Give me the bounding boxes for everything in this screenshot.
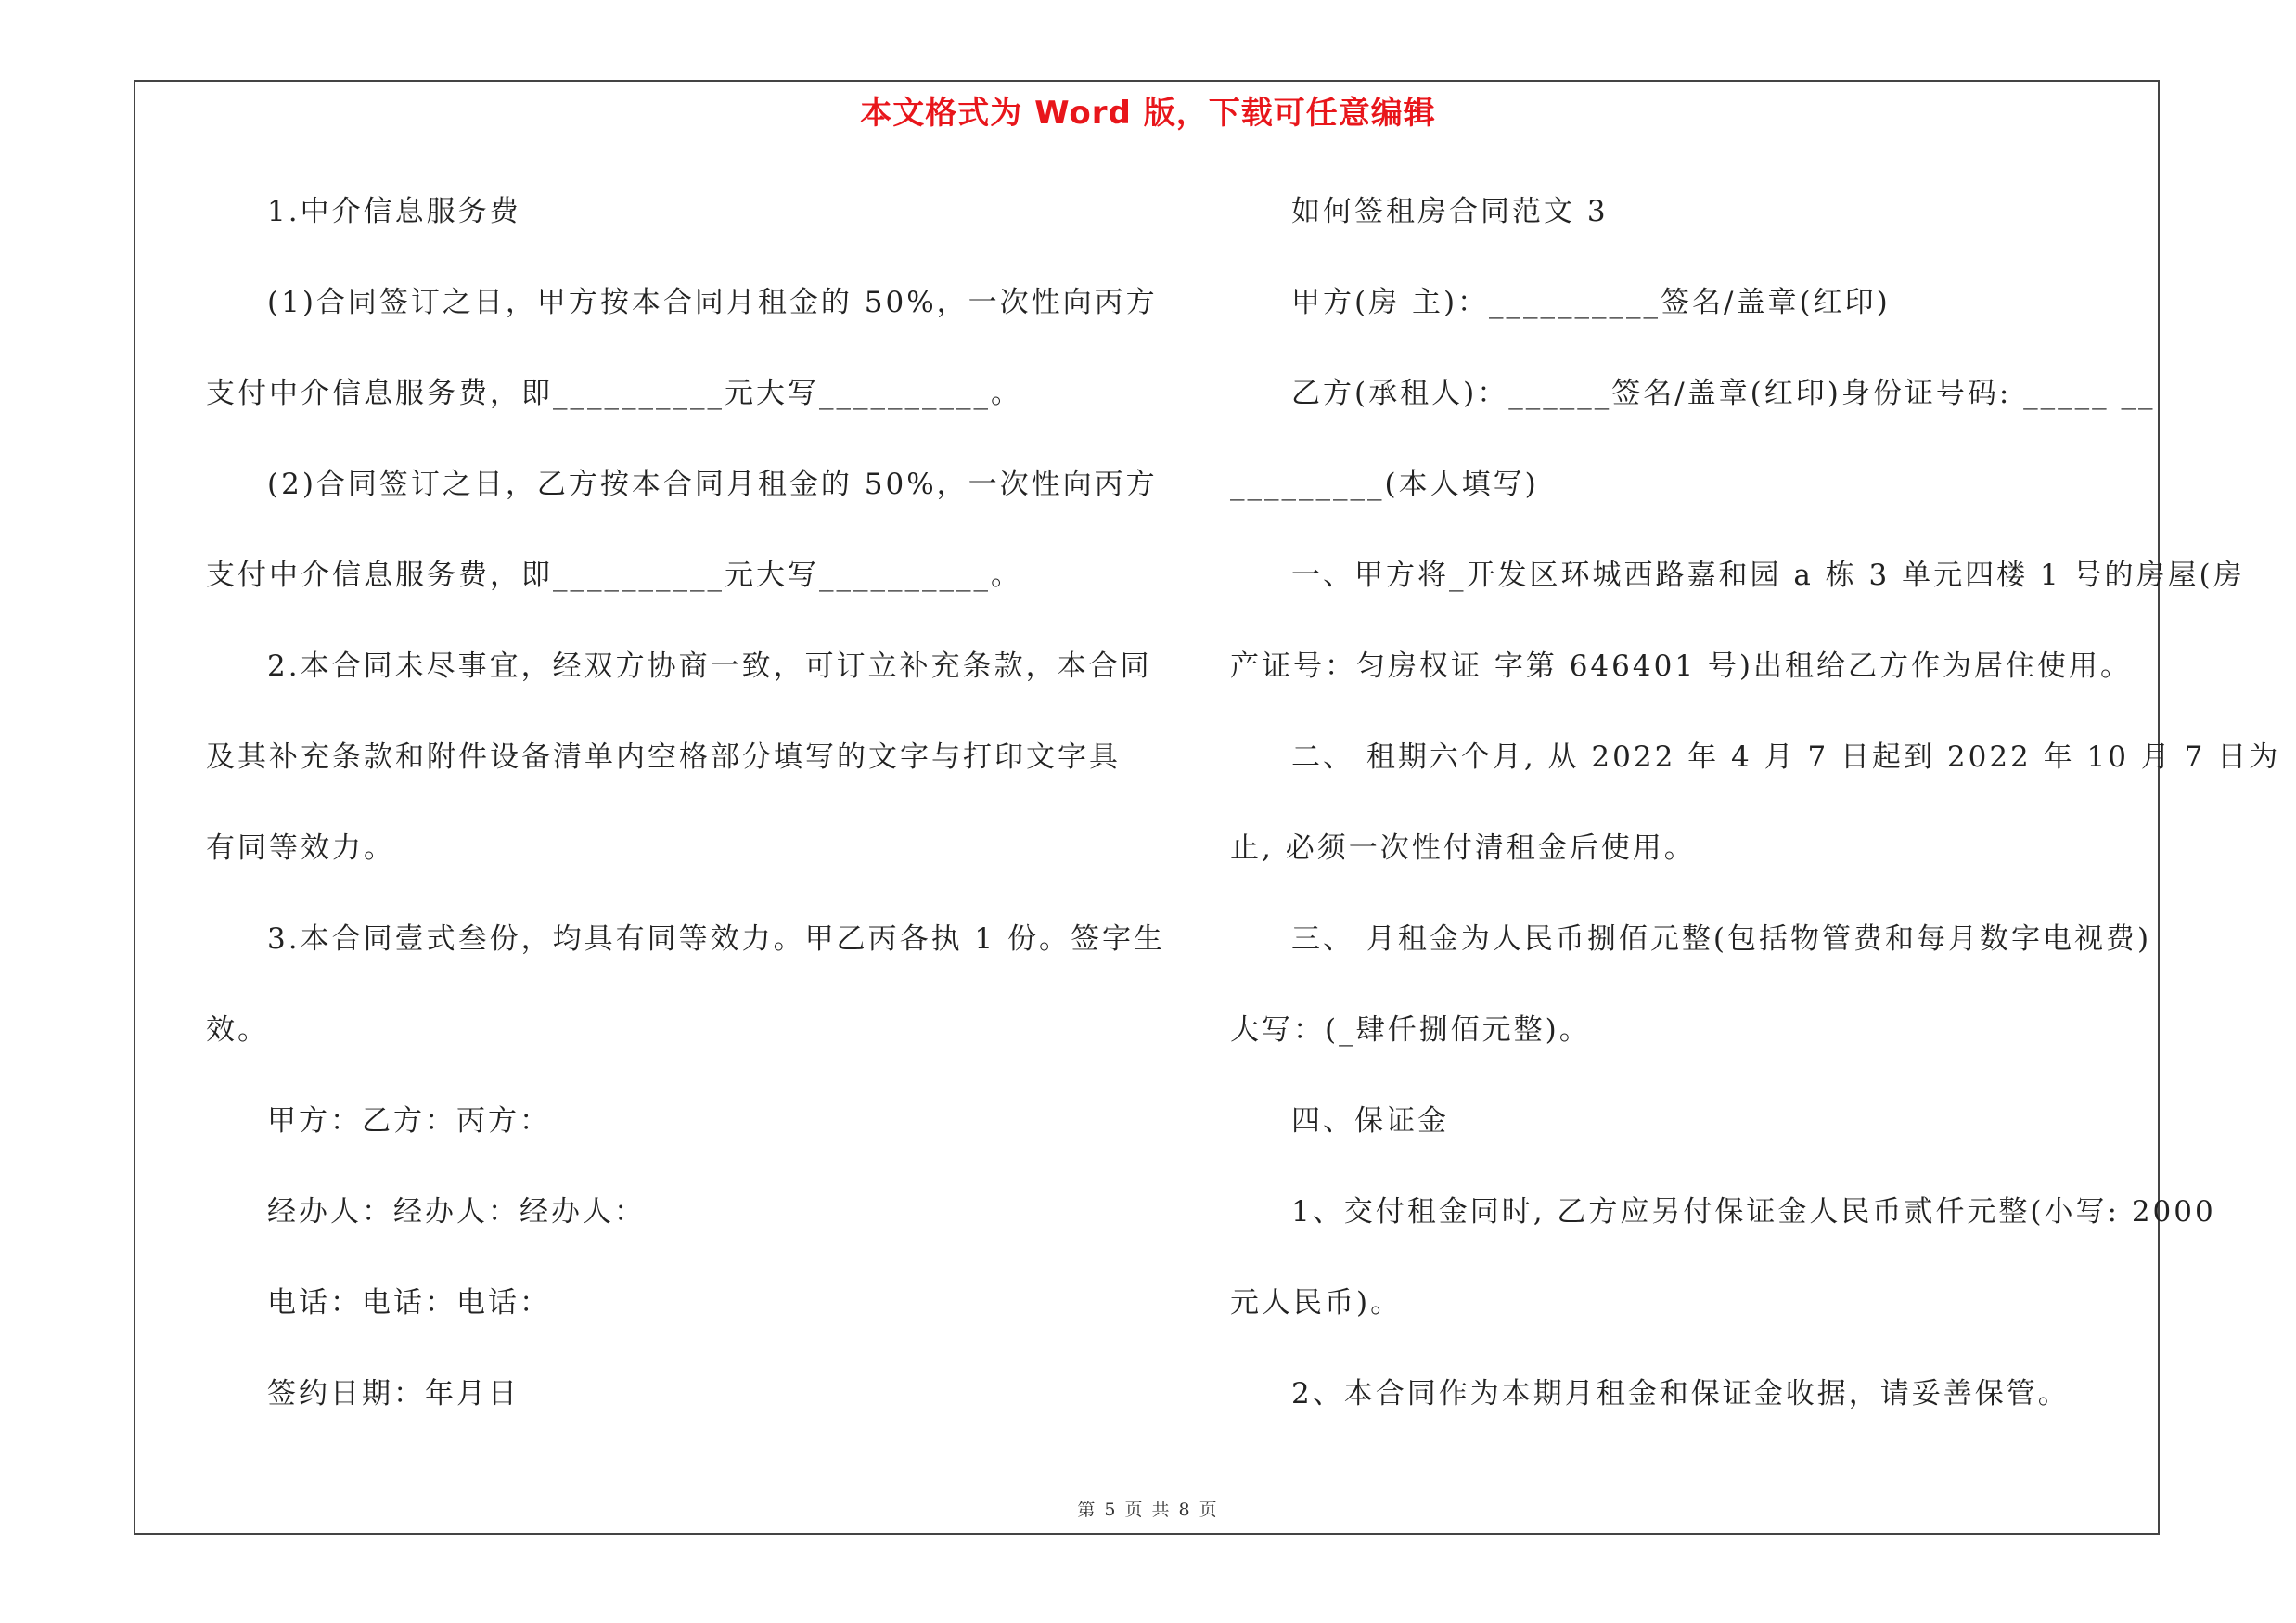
text-line: 效。 <box>206 1013 269 1047</box>
text-line: 三、 月租金为人民币捌佰元整(包括物管费和每月数字电视费) <box>1291 922 2152 956</box>
text-line: 二、 租期六个月, 从 2022 年 4 月 7 日起到 2022 年 10 月 7 日为 <box>1291 741 2281 774</box>
text-line: (2)合同签订之日，乙方按本合同月租金的 50%，一次性向丙方 <box>267 468 1158 501</box>
text-line: _________(本人填写) <box>1230 468 1539 501</box>
page-number: 第 5 页 共 8 页 <box>1077 1500 1219 1520</box>
format-banner: 本文格式为 Word 版，下载可任意编辑 <box>860 95 1436 132</box>
text-line: 电话：电话：电话： <box>267 1286 551 1320</box>
text-line: (1)合同签订之日，甲方按本合同月租金的 50%，一次性向丙方 <box>267 286 1158 319</box>
text-line: 大写：(_肆仟捌佰元整)。 <box>1230 1013 1591 1047</box>
text-line: 及其补充条款和附件设备清单内空格部分填写的文字与打印文字具 <box>206 741 1121 774</box>
text-line: 元人民币)。 <box>1230 1286 1403 1320</box>
text-line: 一、甲方将_开发区环城西路嘉和园 a 栋 3 单元四楼 1 号的房屋(房 <box>1291 559 2245 592</box>
text-line: 有同等效力。 <box>206 831 395 865</box>
text-line: 止, 必须一次性付清租金后使用。 <box>1230 831 1696 865</box>
text-line: 签约日期：年月日 <box>267 1377 519 1410</box>
right-column <box>1230 186 2281 1459</box>
text-line: 3.本合同壹式叁份，均具有同等效力。甲乙丙各执 1 份。签字生 <box>267 922 1166 956</box>
text-line: 经办人：经办人：经办人： <box>267 1195 646 1229</box>
left-column <box>206 186 1166 1459</box>
text-line: 2、本合同作为本期月租金和保证金收据，请妥善保管。 <box>1291 1377 2070 1410</box>
text-line: 支付中介信息服务费，即__________元大写__________。 <box>206 559 1022 592</box>
text-line: 四、保证金 <box>1291 1104 1449 1138</box>
text-line: 2.本合同未尽事宜，经双方协商一致，可订立补充条款，本合同 <box>267 650 1152 683</box>
text-line: 甲方(房 主)：__________签名/盖章(红印) <box>1291 286 1891 319</box>
text-line: 支付中介信息服务费，即__________元大写__________。 <box>206 377 1022 410</box>
text-line: 甲方：乙方：丙方： <box>267 1104 551 1138</box>
text-line: 1.中介信息服务费 <box>267 195 521 228</box>
text-line: 产证号：匀房权证 字第 646401 号)出租给乙方作为居住使用。 <box>1230 650 2132 683</box>
text-line: 乙方(承租人)：______签名/盖章(红印)身份证号码: _____ __ <box>1291 377 2156 410</box>
text-line: 如何签租房合同范文 3 <box>1291 195 1609 228</box>
text-line: 1、交付租金同时, 乙方应另付保证金人民币贰仟元整(小写: 2000 <box>1291 1195 2216 1229</box>
